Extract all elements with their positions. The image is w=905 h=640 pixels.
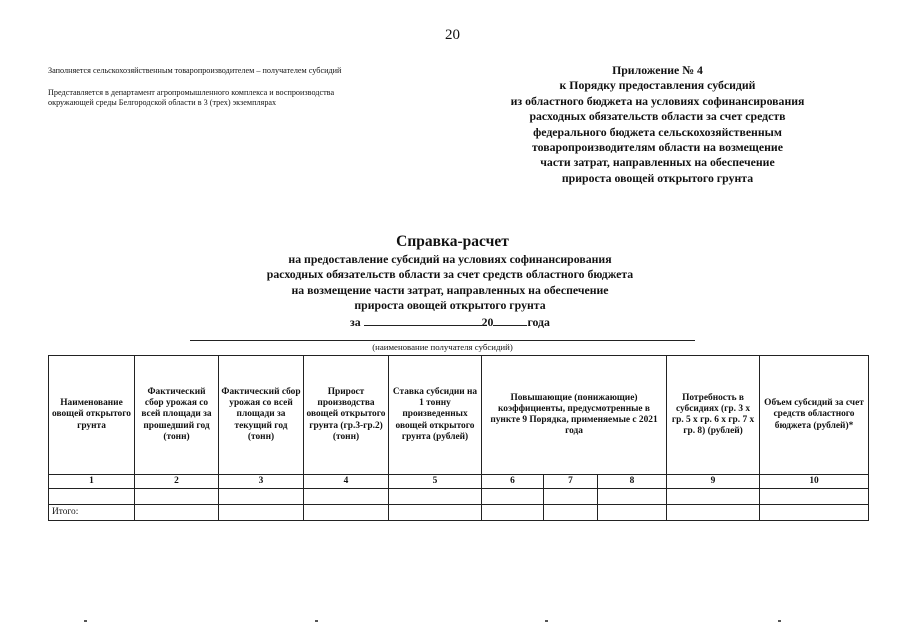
- period-za-label: за: [350, 315, 361, 329]
- column-number-cell: 8: [598, 475, 667, 489]
- header-cell: Объем субсидий за счет средств областного бюджета (рублей)*: [760, 356, 869, 475]
- column-number-cell: 6: [482, 475, 544, 489]
- total-cell[interactable]: [667, 505, 760, 521]
- total-cell[interactable]: [598, 505, 667, 521]
- year-blank-field[interactable]: [493, 314, 527, 326]
- subtitle-line: прироста овощей открытого грунта: [354, 297, 546, 312]
- subtitle-line: расходных обязательств области за счет средств областного бюджета: [266, 267, 634, 282]
- header-cell: Фактический сбор урожая со всей площади за текущий год (тонн): [219, 356, 304, 475]
- scan-speck: [84, 620, 87, 622]
- total-cell[interactable]: [544, 505, 598, 521]
- data-cell[interactable]: [49, 489, 135, 505]
- header-cell: Прирост производства овощей открытого грунта (гр.3-гр.2) (тонн): [304, 356, 389, 475]
- annex-line: товаропроизводителям области на возмещение: [532, 140, 783, 155]
- total-cell[interactable]: [760, 505, 869, 521]
- header-cell: Потребность в субсидиях (гр. 3 х гр. 5 х гр. 6 х гр. 7 х гр. 8) (рублей): [667, 356, 760, 475]
- total-label: Итого:: [49, 505, 135, 521]
- subtitle-line: на возмещение части затрат, направленных на обеспечение: [291, 282, 609, 297]
- total-cell[interactable]: [389, 505, 482, 521]
- total-cell[interactable]: [482, 505, 544, 521]
- data-cell[interactable]: [667, 489, 760, 505]
- column-number-cell: 9: [667, 475, 760, 489]
- filled-by-note: Заполняется сельскохозяйственным товаропроизводителем – получателем субсидий: [48, 66, 342, 75]
- scan-speck: [315, 620, 318, 622]
- header-cell: Ставка субсидии на 1 тонну произведенных овощей открытого грунта (рублей): [389, 356, 482, 475]
- annex-line: Приложение № 4: [612, 63, 703, 77]
- data-row: [49, 489, 869, 505]
- total-cell[interactable]: [135, 505, 219, 521]
- column-number-cell: 5: [389, 475, 482, 489]
- data-cell[interactable]: [760, 489, 869, 505]
- column-number-cell: 2: [135, 475, 219, 489]
- header-cell: Фактический сбор урожая со всей площади за прошедший год (тонн): [135, 356, 219, 475]
- recipient-name-line[interactable]: [190, 340, 695, 341]
- annex-line: федерального бюджета сельскохозяйственным: [533, 124, 782, 139]
- header-cell: Наименование овощей открытого грунта: [49, 356, 135, 475]
- total-row: [49, 505, 869, 521]
- column-number-cell: 4: [304, 475, 389, 489]
- period-year-suffix: года: [527, 315, 550, 329]
- data-cell[interactable]: [304, 489, 389, 505]
- period-year-prefix: 20: [481, 315, 494, 329]
- page-number: 20: [445, 27, 460, 43]
- annex-line: из областного бюджета на условиях софинансирования: [510, 93, 805, 108]
- header-cell: Повышающие (понижающие) коэффициенты, предусмотренные в пункте 9 Порядка, применяемые с 2021 года: [482, 356, 667, 475]
- column-number-cell: 1: [49, 475, 135, 489]
- data-cell[interactable]: [544, 489, 598, 505]
- period-line: [190, 314, 710, 330]
- total-cell[interactable]: [304, 505, 389, 521]
- scan-speck: [545, 620, 548, 622]
- total-cell[interactable]: [219, 505, 304, 521]
- column-number-row: [49, 475, 869, 489]
- annex-line: прироста овощей открытого грунта: [561, 170, 754, 185]
- annex-line: расходных обязательств области за счет средств: [529, 109, 786, 124]
- period-blank-field[interactable]: [364, 314, 482, 326]
- column-number-cell: 7: [544, 475, 598, 489]
- data-cell[interactable]: [135, 489, 219, 505]
- annex-line: части затрат, направленных на обеспечение: [540, 155, 775, 170]
- submission-note-line1: Представляется в департамент агропромышленного комплекса и воспроизводства: [48, 88, 335, 97]
- annex-block: [470, 63, 845, 186]
- recipient-caption: (наименование получателя субсидий): [372, 342, 513, 352]
- data-cell[interactable]: [219, 489, 304, 505]
- column-number-cell: 3: [219, 475, 304, 489]
- submission-note-line2: окружающей среды Белгородской области в 3 (трех) экземплярах: [48, 98, 277, 107]
- document-title: Справка-расчет: [396, 233, 509, 250]
- subtitle-line: на предоставление субсидий на условиях софинансирования: [288, 252, 612, 266]
- data-cell[interactable]: [389, 489, 482, 505]
- document-subtitle: [190, 252, 710, 313]
- data-cell[interactable]: [482, 489, 544, 505]
- calculation-table: [48, 355, 869, 521]
- column-number-cell: 10: [760, 475, 869, 489]
- header-row: [49, 356, 869, 475]
- scan-speck: [778, 620, 781, 622]
- data-cell[interactable]: [598, 489, 667, 505]
- annex-line: к Порядку предоставления субсидий: [559, 78, 756, 93]
